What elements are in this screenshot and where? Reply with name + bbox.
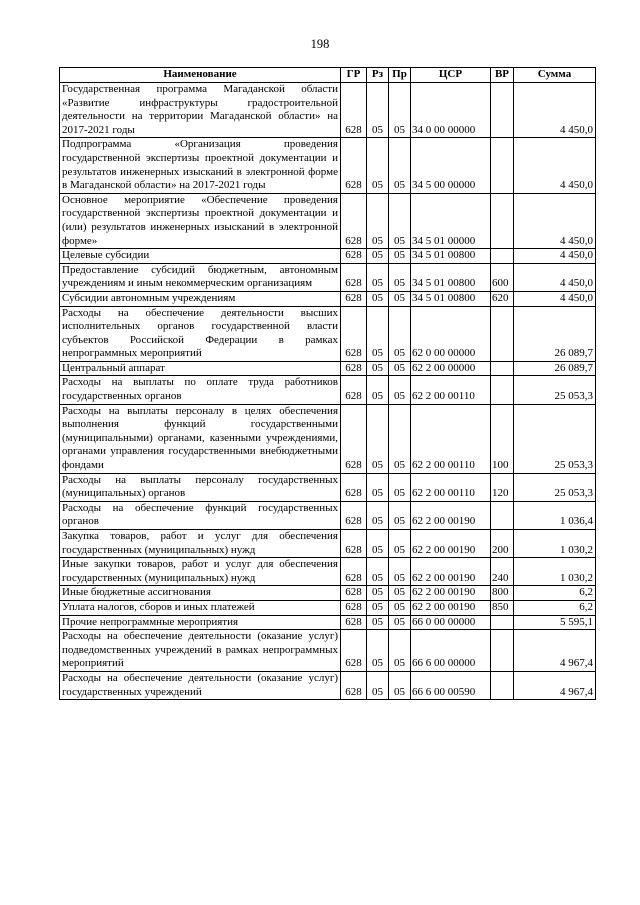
cell-csr: 62 2 00 00110 [411, 404, 491, 473]
cell-name: Расходы на выплаты персоналу государственных (муниципальных) органов [60, 473, 341, 501]
cell-vr: 620 [491, 291, 514, 306]
cell-gr: 628 [341, 501, 367, 529]
cell-pr: 05 [389, 291, 411, 306]
cell-csr: 62 2 00 00190 [411, 600, 491, 615]
cell-name: Основное мероприятие «Обеспечение проведения государственной экспертизы проектной документации и (или) результатов инженерных изысканий в электронной форме» [60, 193, 341, 248]
cell-pr: 05 [389, 530, 411, 558]
cell-sum: 4 967,4 [514, 630, 596, 672]
cell-pr: 05 [389, 558, 411, 586]
table-row [60, 376, 596, 404]
cell-name: Прочие непрограммные мероприятия [60, 615, 341, 630]
cell-rz: 05 [367, 586, 389, 601]
cell-name: Государственная программа Магаданской области «Развитие инфраструктуры градостроительной деятельности на территории Магаданской области» на 2017-2021 годы [60, 83, 341, 138]
cell-name: Иные бюджетные ассигнования [60, 586, 341, 601]
cell-name: Расходы на выплаты персоналу в целях обеспечения выполнения функций государственными (муниципальными) органами, казенными учреждениями, органами управления государственными внебюджетными фондами [60, 404, 341, 473]
cell-vr [491, 376, 514, 404]
cell-sum: 1 030,2 [514, 530, 596, 558]
cell-gr: 628 [341, 630, 367, 672]
column-header-csr: ЦСР [411, 68, 491, 83]
cell-pr: 05 [389, 263, 411, 291]
cell-rz: 05 [367, 249, 389, 264]
cell-sum: 4 450,0 [514, 138, 596, 193]
cell-gr: 628 [341, 376, 367, 404]
cell-sum: 26 089,7 [514, 361, 596, 376]
cell-gr: 628 [341, 615, 367, 630]
cell-gr: 628 [341, 193, 367, 248]
cell-sum: 25 053,3 [514, 376, 596, 404]
cell-pr: 05 [389, 361, 411, 376]
cell-rz: 05 [367, 404, 389, 473]
cell-csr: 34 5 01 00000 [411, 193, 491, 248]
cell-name: Субсидии автономным учреждениям [60, 291, 341, 306]
cell-name: Уплата налогов, сборов и иных платежей [60, 600, 341, 615]
cell-vr [491, 615, 514, 630]
table-row [60, 306, 596, 361]
cell-csr: 34 5 00 00000 [411, 138, 491, 193]
cell-gr: 628 [341, 473, 367, 501]
cell-csr: 62 2 00 00190 [411, 530, 491, 558]
cell-sum: 5 595,1 [514, 615, 596, 630]
cell-rz: 05 [367, 671, 389, 699]
cell-gr: 628 [341, 361, 367, 376]
cell-vr [491, 83, 514, 138]
cell-pr: 05 [389, 615, 411, 630]
cell-csr: 34 0 00 00000 [411, 83, 491, 138]
cell-rz: 05 [367, 615, 389, 630]
cell-csr: 62 0 00 00000 [411, 306, 491, 361]
table-row [60, 263, 596, 291]
cell-name: Предоставление субсидий бюджетным, автономным учреждениям и иным некоммерческим организациям [60, 263, 341, 291]
table-header-row [60, 68, 596, 83]
cell-rz: 05 [367, 138, 389, 193]
cell-gr: 628 [341, 671, 367, 699]
cell-vr [491, 630, 514, 672]
cell-pr: 05 [389, 138, 411, 193]
cell-csr: 66 6 00 00000 [411, 630, 491, 672]
cell-sum: 1 030,2 [514, 558, 596, 586]
column-header-name: Наименование [60, 68, 341, 83]
cell-sum: 4 450,0 [514, 291, 596, 306]
cell-rz: 05 [367, 263, 389, 291]
cell-gr: 628 [341, 83, 367, 138]
cell-csr: 62 2 00 00000 [411, 361, 491, 376]
cell-gr: 628 [341, 530, 367, 558]
cell-vr [491, 193, 514, 248]
cell-name: Расходы на выплаты по оплате труда работников государственных органов [60, 376, 341, 404]
column-header-rz: Рз [367, 68, 389, 83]
cell-rz: 05 [367, 291, 389, 306]
cell-vr: 600 [491, 263, 514, 291]
cell-rz: 05 [367, 306, 389, 361]
cell-pr: 05 [389, 83, 411, 138]
table-row [60, 473, 596, 501]
cell-rz: 05 [367, 361, 389, 376]
cell-pr: 05 [389, 376, 411, 404]
table-row [60, 558, 596, 586]
cell-pr: 05 [389, 404, 411, 473]
cell-pr: 05 [389, 671, 411, 699]
cell-gr: 628 [341, 600, 367, 615]
cell-csr: 62 2 00 00110 [411, 473, 491, 501]
cell-sum: 6,2 [514, 586, 596, 601]
cell-vr: 850 [491, 600, 514, 615]
cell-gr: 628 [341, 291, 367, 306]
table-row [60, 530, 596, 558]
cell-sum: 6,2 [514, 600, 596, 615]
cell-vr: 120 [491, 473, 514, 501]
table-row [60, 193, 596, 248]
table-row [60, 249, 596, 264]
cell-rz: 05 [367, 193, 389, 248]
cell-gr: 628 [341, 263, 367, 291]
page-number: 198 [310, 37, 330, 51]
table-row [60, 361, 596, 376]
cell-name: Центральный аппарат [60, 361, 341, 376]
table-row [60, 586, 596, 601]
cell-csr: 66 6 00 00590 [411, 671, 491, 699]
cell-sum: 26 089,7 [514, 306, 596, 361]
table-row [60, 671, 596, 699]
table-row [60, 630, 596, 672]
cell-rz: 05 [367, 473, 389, 501]
table-row [60, 83, 596, 138]
column-header-pr: Пр [389, 68, 411, 83]
cell-vr: 240 [491, 558, 514, 586]
cell-rz: 05 [367, 630, 389, 672]
cell-rz: 05 [367, 83, 389, 138]
cell-gr: 628 [341, 249, 367, 264]
budget-table [59, 67, 596, 700]
cell-vr: 200 [491, 530, 514, 558]
column-header-vr: ВР [491, 68, 514, 83]
cell-pr: 05 [389, 306, 411, 361]
cell-pr: 05 [389, 473, 411, 501]
table-row [60, 501, 596, 529]
cell-gr: 628 [341, 138, 367, 193]
cell-pr: 05 [389, 193, 411, 248]
cell-name: Расходы на обеспечение деятельности (оказание услуг) подведомственных учреждений в рамках непрограммных мероприятий [60, 630, 341, 672]
cell-name: Расходы на обеспечение деятельности высших исполнительных органов государственной власти субъектов Российской Федерации в рамках непрограммных мероприятий [60, 306, 341, 361]
cell-vr [491, 501, 514, 529]
cell-sum: 4 450,0 [514, 249, 596, 264]
cell-sum: 4 967,4 [514, 671, 596, 699]
cell-pr: 05 [389, 249, 411, 264]
cell-name: Расходы на обеспечение функций государственных органов [60, 501, 341, 529]
cell-name: Целевые субсидии [60, 249, 341, 264]
cell-gr: 628 [341, 558, 367, 586]
cell-csr: 62 2 00 00190 [411, 558, 491, 586]
cell-gr: 628 [341, 404, 367, 473]
cell-vr [491, 138, 514, 193]
cell-gr: 628 [341, 306, 367, 361]
cell-vr [491, 306, 514, 361]
cell-pr: 05 [389, 501, 411, 529]
table-body [60, 83, 596, 700]
cell-vr: 800 [491, 586, 514, 601]
cell-vr [491, 671, 514, 699]
cell-rz: 05 [367, 501, 389, 529]
table-row [60, 138, 596, 193]
cell-sum: 4 450,0 [514, 83, 596, 138]
cell-vr [491, 249, 514, 264]
table-row [60, 404, 596, 473]
cell-csr: 62 2 00 00110 [411, 376, 491, 404]
cell-name: Закупка товаров, работ и услуг для обеспечения государственных (муниципальных) нужд [60, 530, 341, 558]
cell-name: Подпрограмма «Организация проведения государственной экспертизы проектной документации и результатов инженерных изысканий в электронной форме в Магаданской области» на 2017-2021 годы [60, 138, 341, 193]
cell-pr: 05 [389, 630, 411, 672]
table-row [60, 600, 596, 615]
cell-sum: 1 036,4 [514, 501, 596, 529]
cell-gr: 628 [341, 586, 367, 601]
cell-name: Иные закупки товаров, работ и услуг для обеспечения государственных (муниципальных) нужд [60, 558, 341, 586]
cell-name: Расходы на обеспечение деятельности (оказание услуг) государственных учреждений [60, 671, 341, 699]
cell-sum: 4 450,0 [514, 193, 596, 248]
cell-pr: 05 [389, 586, 411, 601]
cell-csr: 62 2 00 00190 [411, 501, 491, 529]
cell-csr: 66 0 00 00000 [411, 615, 491, 630]
column-header-gr: ГР [341, 68, 367, 83]
column-header-sum: Сумма [514, 68, 596, 83]
table-row [60, 615, 596, 630]
cell-rz: 05 [367, 376, 389, 404]
cell-pr: 05 [389, 600, 411, 615]
cell-rz: 05 [367, 600, 389, 615]
cell-csr: 62 2 00 00190 [411, 586, 491, 601]
cell-rz: 05 [367, 530, 389, 558]
cell-rz: 05 [367, 558, 389, 586]
cell-vr: 100 [491, 404, 514, 473]
cell-sum: 25 053,3 [514, 473, 596, 501]
cell-sum: 4 450,0 [514, 263, 596, 291]
cell-csr: 34 5 01 00800 [411, 291, 491, 306]
table-row [60, 291, 596, 306]
cell-vr [491, 361, 514, 376]
cell-csr: 34 5 01 00800 [411, 263, 491, 291]
cell-csr: 34 5 01 00800 [411, 249, 491, 264]
cell-sum: 25 053,3 [514, 404, 596, 473]
